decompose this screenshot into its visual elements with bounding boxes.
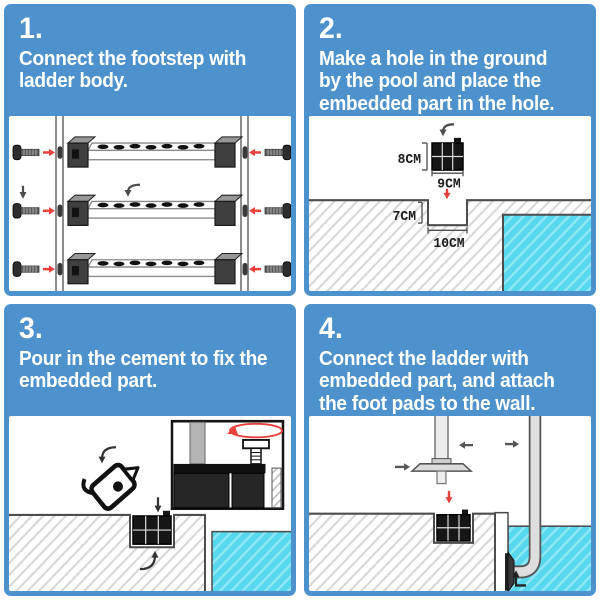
- hole-width-dimension: [428, 228, 467, 252]
- step-line: Make a hole in the ground: [319, 46, 548, 70]
- embedded-block: [232, 473, 264, 507]
- red-down-arrow-icon: [446, 491, 453, 503]
- step-description: [319, 348, 587, 417]
- step-2-illustration: [309, 116, 591, 291]
- step-3-header: [4, 304, 296, 416]
- step-line: by the pool and place the: [319, 69, 541, 93]
- footsteps: [68, 137, 242, 284]
- step-1-illustration: [9, 116, 291, 291]
- embedded-part: [432, 138, 463, 170]
- step-line: embedded part, and attach: [319, 369, 555, 393]
- step-line: ladder body.: [19, 69, 128, 93]
- step-line: Connect the footstep with: [19, 46, 247, 70]
- ground-with-hole: [9, 515, 205, 591]
- step-3-illustration: [9, 416, 291, 591]
- step-line: embedded part in the hole.: [319, 92, 555, 116]
- pool-water: [212, 532, 291, 591]
- pool-water: [503, 215, 591, 291]
- right-arrow-icon: [505, 441, 519, 448]
- embedded-block: [174, 473, 229, 507]
- embedded-part: [437, 510, 470, 541]
- step-2-header: [304, 4, 596, 116]
- left-arrow-icon: [459, 442, 473, 449]
- part-height-dimension: [398, 143, 427, 170]
- hole-dimension-drawing: [309, 116, 591, 291]
- foot-pad-flange: [412, 464, 471, 471]
- place-part-arrow-icon: [155, 497, 162, 512]
- down-arrow-icon: [20, 186, 27, 199]
- step-panel-1: [4, 4, 296, 296]
- ladder-front-leg: [412, 416, 471, 484]
- step-1-header: [4, 4, 296, 116]
- ladder-leg-section: [190, 422, 205, 464]
- cement-jug: [80, 447, 146, 514]
- ladder-footstep-assembly-drawing: [9, 116, 291, 291]
- step-line: embedded part.: [19, 369, 158, 393]
- pool-water: [508, 527, 591, 591]
- step-description: [319, 48, 587, 117]
- embedded-part: [133, 511, 171, 544]
- step-number: 4.: [319, 312, 343, 345]
- step-line: the foot pads to the wall.: [319, 392, 536, 416]
- hole-width-label: 10CM: [433, 236, 465, 252]
- ladder-installation-drawing: [309, 416, 591, 591]
- hook-arrow-icon: [440, 125, 455, 137]
- step-number: 3.: [19, 312, 43, 345]
- step-panel-3: [4, 304, 296, 596]
- detail-inset-box: [172, 421, 283, 509]
- hook-arrow-icon: [99, 447, 117, 463]
- wall-section: [272, 468, 281, 508]
- step-4-illustration: [309, 416, 591, 591]
- right-arrow-icon: [395, 464, 410, 471]
- hole-depth-label: 7CM: [392, 209, 416, 225]
- cement-pour-drawing: [9, 416, 291, 591]
- step-number: 1.: [19, 12, 43, 45]
- cement-layer: [174, 464, 266, 473]
- step-description: [19, 348, 287, 394]
- step-description: [19, 48, 287, 94]
- step-line: Connect the ladder with: [319, 346, 529, 370]
- step-4-header: [304, 304, 596, 416]
- step-number: 2.: [319, 12, 343, 45]
- step-panel-2: [304, 4, 596, 296]
- part-width-dimension: [432, 170, 463, 192]
- hook-arrow-icon: [125, 185, 141, 197]
- part-width-label: 9CM: [437, 176, 461, 193]
- step-panel-4: [304, 304, 596, 596]
- step-line: Pour in the cement to fix the: [19, 346, 268, 370]
- part-height-label: 8CM: [397, 151, 421, 168]
